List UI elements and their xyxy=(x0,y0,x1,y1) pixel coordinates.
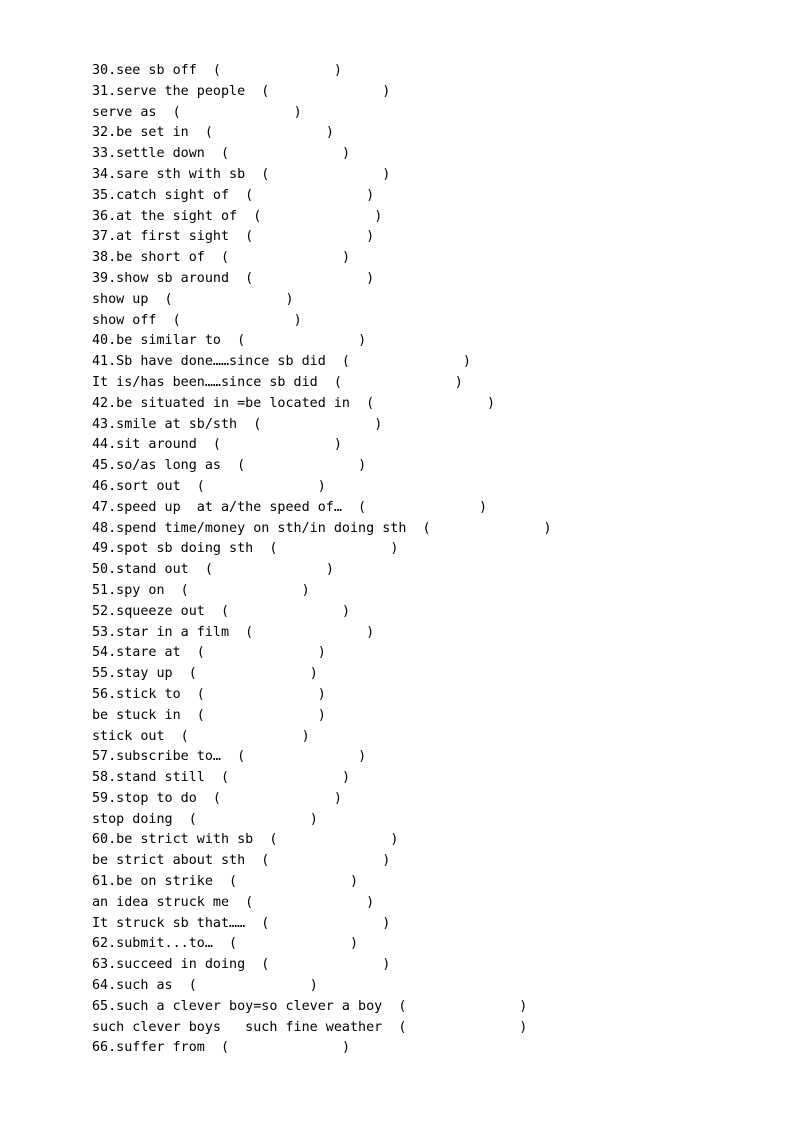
phrase-text: such clever boys such fine weather ( xyxy=(92,1019,407,1035)
closing-paren: ) xyxy=(366,624,375,640)
closing-paren: ) xyxy=(543,520,552,536)
phrase-line xyxy=(92,872,772,893)
answer-blank xyxy=(181,313,294,328)
phrase-line xyxy=(92,269,772,290)
closing-paren: ) xyxy=(293,104,302,120)
phrase-text: stick out ( xyxy=(92,728,189,744)
phrase-line xyxy=(92,165,772,186)
closing-paren: ) xyxy=(301,582,310,598)
phrase-line xyxy=(92,1038,772,1059)
phrase-text: 40.be similar to ( xyxy=(92,333,246,349)
closing-paren: ) xyxy=(382,957,391,973)
answer-blank xyxy=(253,229,366,244)
phrase-text: 41.Sb have done……since sb did ( xyxy=(92,354,350,370)
phrase-text: 61.be on strike ( xyxy=(92,874,238,890)
phrase-line xyxy=(92,1018,772,1039)
closing-paren: ) xyxy=(341,146,350,162)
phrase-text: 30.see sb off ( xyxy=(92,63,221,78)
closing-paren: ) xyxy=(519,1019,528,1035)
phrase-text: 48.spend time/money on sth/in doing sth ( xyxy=(92,520,431,536)
phrase-text: stop doing ( xyxy=(92,811,197,827)
phrase-text: 39.show sb around ( xyxy=(92,270,254,286)
phrase-text: show off ( xyxy=(92,312,181,328)
answer-blank xyxy=(269,84,382,99)
phrase-text: 66.suffer from ( xyxy=(92,1040,230,1056)
closing-paren: ) xyxy=(358,458,367,474)
phrase-line xyxy=(92,539,772,560)
phrase-line xyxy=(92,477,772,498)
phrase-line xyxy=(92,394,772,415)
phrase-line xyxy=(92,498,772,519)
phrase-line xyxy=(92,789,772,810)
closing-paren: ) xyxy=(390,541,399,557)
phrase-line xyxy=(92,768,772,789)
answer-blank xyxy=(350,354,463,369)
answer-blank xyxy=(229,770,342,785)
answer-blank xyxy=(253,895,366,910)
phrase-line xyxy=(92,290,772,311)
answer-blank xyxy=(221,791,334,806)
phrase-line xyxy=(92,207,772,228)
answer-blank xyxy=(213,562,326,577)
phrase-text: 65.such a clever boy=so clever a boy ( xyxy=(92,998,407,1014)
closing-paren: ) xyxy=(309,978,318,994)
phrase-line xyxy=(92,82,772,103)
phrase-text: 52.squeeze out ( xyxy=(92,603,230,619)
phrase-text: 43.smile at sb/sth ( xyxy=(92,416,262,432)
phrase-text: 50.stand out ( xyxy=(92,562,213,578)
closing-paren: ) xyxy=(366,894,375,910)
closing-paren: ) xyxy=(309,666,318,682)
phrase-line xyxy=(92,186,772,207)
phrase-text: 56.stick to ( xyxy=(92,686,205,702)
answer-blank xyxy=(197,666,310,681)
closing-paren: ) xyxy=(301,728,310,744)
answer-blank xyxy=(277,541,390,556)
answer-blank xyxy=(406,999,519,1014)
phrase-line xyxy=(92,934,772,955)
phrase-text: 42.be situated in =be located in ( xyxy=(92,395,375,411)
phrase-text: 31.serve the people ( xyxy=(92,83,270,99)
exercise-sheet xyxy=(92,61,772,1059)
closing-paren: ) xyxy=(285,291,294,307)
phrase-line xyxy=(92,623,772,644)
answer-blank xyxy=(374,396,487,411)
answer-blank xyxy=(221,63,334,78)
phrase-line xyxy=(92,706,772,727)
phrase-text: 54.stare at ( xyxy=(92,645,205,661)
answer-blank xyxy=(189,583,302,598)
closing-paren: ) xyxy=(317,686,326,702)
phrase-line xyxy=(92,997,772,1018)
phrase-line xyxy=(92,810,772,831)
phrase-text: be stuck in ( xyxy=(92,707,205,723)
phrase-line xyxy=(92,435,772,456)
closing-paren: ) xyxy=(317,645,326,661)
answer-blank xyxy=(189,729,302,744)
answer-blank xyxy=(261,209,374,224)
phrase-text: 64.such as ( xyxy=(92,978,197,994)
phrase-line xyxy=(92,581,772,602)
phrase-line xyxy=(92,373,772,394)
phrase-line xyxy=(92,747,772,768)
closing-paren: ) xyxy=(358,749,367,765)
answer-blank xyxy=(173,292,286,307)
phrase-line xyxy=(92,727,772,748)
answer-blank xyxy=(205,687,318,702)
closing-paren: ) xyxy=(390,832,399,848)
phrase-text: 34.sare sth with sb ( xyxy=(92,166,270,182)
phrase-line xyxy=(92,103,772,124)
closing-paren: ) xyxy=(341,250,350,266)
answer-blank xyxy=(205,708,318,723)
closing-paren: ) xyxy=(374,208,383,224)
answer-blank xyxy=(197,978,310,993)
answer-blank xyxy=(229,604,342,619)
phrase-line xyxy=(92,914,772,935)
closing-paren: ) xyxy=(341,603,350,619)
closing-paren: ) xyxy=(333,63,342,78)
closing-paren: ) xyxy=(309,811,318,827)
answer-blank xyxy=(221,437,334,452)
closing-paren: ) xyxy=(462,354,471,370)
closing-paren: ) xyxy=(478,499,488,515)
closing-paren: ) xyxy=(374,416,383,432)
phrase-line xyxy=(92,893,772,914)
closing-paren: ) xyxy=(382,853,391,869)
closing-paren: ) xyxy=(366,270,375,286)
answer-blank xyxy=(229,146,342,161)
closing-paren: ) xyxy=(366,187,375,203)
closing-paren: ) xyxy=(366,229,375,245)
phrase-text: show up ( xyxy=(92,291,173,307)
phrase-text: serve as ( xyxy=(92,104,181,120)
closing-paren: ) xyxy=(317,478,326,494)
phrase-line xyxy=(92,955,772,976)
phrase-text: 45.so/as long as ( xyxy=(92,458,246,474)
phrase-text: 51.spy on ( xyxy=(92,582,189,598)
answer-blank xyxy=(237,936,350,951)
phrase-line xyxy=(92,331,772,352)
phrase-line xyxy=(92,144,772,165)
phrase-line xyxy=(92,61,772,82)
closing-paren: ) xyxy=(382,83,391,99)
closing-paren: ) xyxy=(519,998,528,1014)
answer-blank xyxy=(269,853,382,868)
phrase-line xyxy=(92,685,772,706)
phrase-text: 36.at the sight of ( xyxy=(92,208,262,224)
answer-blank xyxy=(229,1040,342,1055)
answer-blank xyxy=(406,1020,519,1035)
closing-paren: ) xyxy=(382,915,391,931)
closing-paren: ) xyxy=(350,936,359,952)
answer-blank xyxy=(245,333,358,348)
phrase-line xyxy=(92,311,772,332)
phrase-text: 37.at first sight ( xyxy=(92,229,254,245)
phrase-line xyxy=(92,602,772,623)
closing-paren: ) xyxy=(341,770,350,786)
answer-blank xyxy=(181,105,294,120)
answer-blank xyxy=(269,957,382,972)
phrase-text: 44.sit around ( xyxy=(92,437,221,453)
phrase-text: 60.be strict with sb ( xyxy=(92,832,278,848)
phrase-line xyxy=(92,976,772,997)
phrase-text: 58.stand still ( xyxy=(92,770,230,786)
answer-blank xyxy=(431,521,544,536)
phrase-text: It is/has been……since sb did ( xyxy=(92,374,342,390)
phrase-text: 53.star in a film ( xyxy=(92,624,254,640)
phrase-text: It struck sb that…… ( xyxy=(92,915,270,931)
phrase-text: 49.spot sb doing sth ( xyxy=(92,541,278,557)
phrase-text: 55.stay up ( xyxy=(92,666,197,682)
phrase-line xyxy=(92,560,772,581)
phrase-text: 63.succeed in doing ( xyxy=(92,957,270,973)
phrase-line xyxy=(92,519,772,540)
closing-paren: ) xyxy=(333,437,342,453)
closing-paren: ) xyxy=(325,125,334,141)
phrase-text: 32.be set in ( xyxy=(92,125,213,141)
phrase-text: 38.be short of ( xyxy=(92,250,230,266)
phrase-line xyxy=(92,851,772,872)
answer-blank xyxy=(213,125,326,140)
closing-paren: ) xyxy=(382,166,391,182)
closing-paren: ) xyxy=(317,707,326,723)
answer-blank xyxy=(237,874,350,889)
answer-blank xyxy=(197,812,310,827)
answer-blank xyxy=(253,271,366,286)
phrase-text: an idea struck me ( xyxy=(92,894,254,910)
phrase-line xyxy=(92,415,772,436)
answer-blank xyxy=(277,832,390,847)
answer-blank xyxy=(245,749,358,764)
closing-paren: ) xyxy=(454,374,463,390)
phrase-line xyxy=(92,830,772,851)
answer-blank xyxy=(269,916,382,931)
phrase-text: 47.speed up at a/the speed of… ( xyxy=(92,499,367,515)
closing-paren: ) xyxy=(293,312,302,328)
answer-blank xyxy=(269,167,382,182)
phrase-text: 35.catch sight of ( xyxy=(92,187,254,203)
closing-paren: ) xyxy=(350,874,359,890)
closing-paren: ) xyxy=(341,1040,350,1056)
phrase-line xyxy=(92,227,772,248)
phrase-line xyxy=(92,352,772,373)
answer-blank xyxy=(261,417,374,432)
phrase-line xyxy=(92,123,772,144)
phrase-line xyxy=(92,248,772,269)
phrase-text: 62.submit...to… ( xyxy=(92,936,238,952)
answer-blank xyxy=(245,458,358,473)
phrase-text: 46.sort out ( xyxy=(92,478,205,494)
phrase-line xyxy=(92,664,772,685)
closing-paren: ) xyxy=(333,790,342,806)
closing-paren: ) xyxy=(487,395,496,411)
answer-blank xyxy=(253,188,366,203)
closing-paren: ) xyxy=(325,562,334,578)
answer-blank xyxy=(205,645,318,660)
phrase-line xyxy=(92,643,772,664)
phrase-text: be strict about sth ( xyxy=(92,853,270,869)
phrase-text: 57.subscribe to… ( xyxy=(92,749,246,765)
answer-blank xyxy=(253,625,366,640)
phrase-text: 33.settle down ( xyxy=(92,146,230,162)
answer-blank xyxy=(342,375,455,390)
phrase-line xyxy=(92,456,772,477)
phrase-text: 59.stop to do ( xyxy=(92,790,221,806)
closing-paren: ) xyxy=(358,333,367,349)
answer-blank xyxy=(366,500,479,515)
answer-blank xyxy=(229,250,342,265)
answer-blank xyxy=(205,479,318,494)
